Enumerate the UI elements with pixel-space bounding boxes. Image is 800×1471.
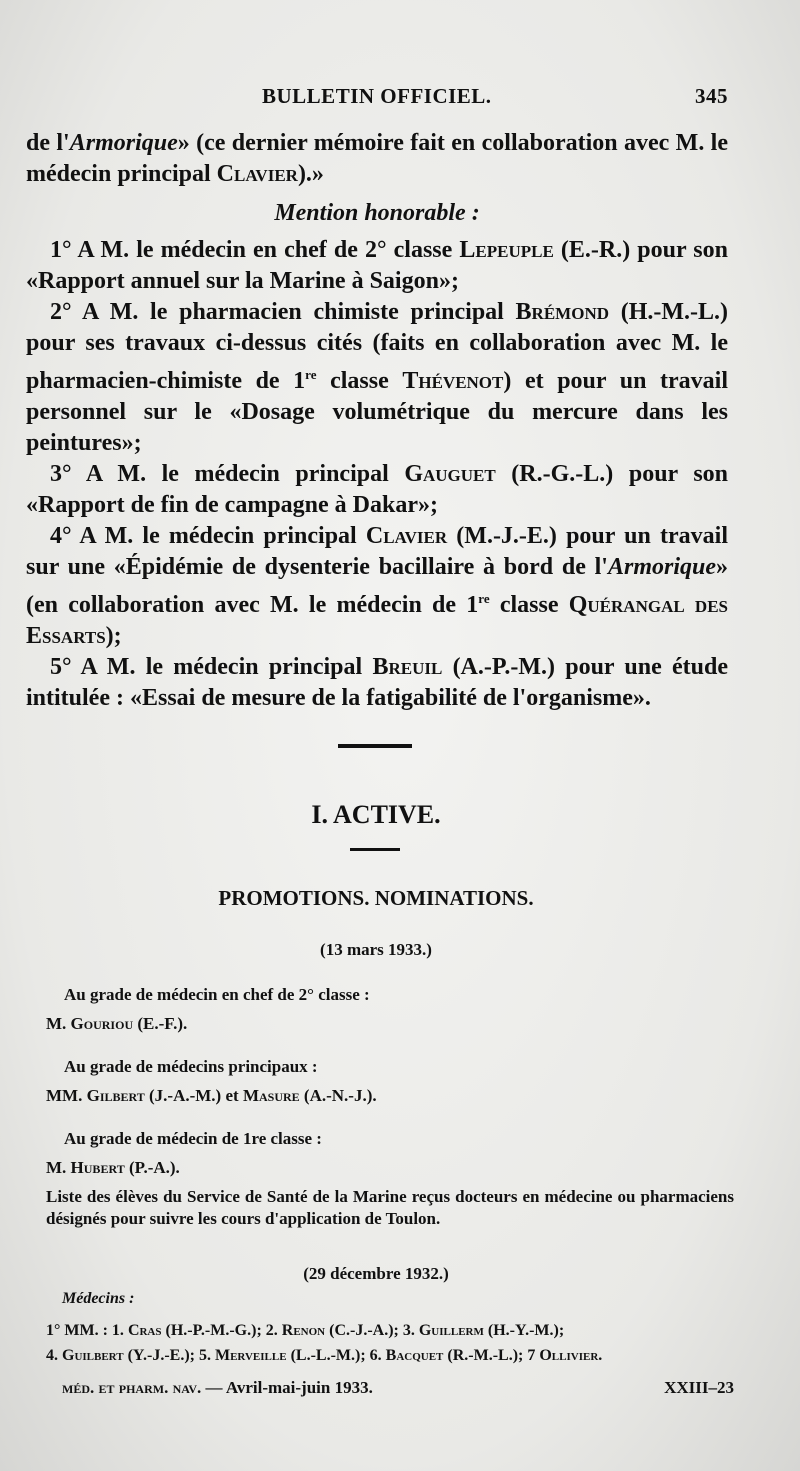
person-name: Guilbert [62,1347,124,1364]
main-text [26,128,728,714]
section-rule-top [338,744,412,748]
text-run: (E.-F.). [133,1014,188,1033]
person-name: Cras [127,1322,162,1339]
text-run: (A.-N.-J.). [299,1086,377,1105]
text-run: (E.-R.) pour son «Rapport annuel sur la Marine à Saigon»; [26,237,728,294]
item-4 [26,521,728,652]
promotion-entry [46,1009,730,1038]
ship-name: Armorique [607,554,716,580]
section-title: I. ACTIVE. [311,800,441,829]
medecins-label: Médecins : [62,1290,135,1307]
text-run: (C.-J.-A.); 3. [325,1322,419,1339]
text-run: (R.-G.-L.) pour son «Rapport de fin de campagne à Dakar»; [26,461,729,518]
person-name: Clavier [216,161,298,187]
person-name: Breuil [372,654,443,680]
text-run: 4° A M. le médecin principal [50,523,366,549]
text-run: (Y.-J.-E.); 5. [123,1347,215,1364]
text-run: 1° A M. le médecin en chef de 2° classe [50,237,460,263]
grade-heading: Au grade de médecin de 1re classe : [64,1129,322,1148]
text-run: (R.-M.-L.); 7 [443,1347,540,1364]
names-line [46,1343,736,1368]
person-name: Gauguet [404,461,496,487]
person-name: Gouriou [70,1014,134,1033]
person-name: Clavier [365,523,448,549]
person-name: Guillerm [418,1322,484,1339]
grade-heading: Au grade de médecins principaux : [64,1057,318,1076]
text-run: ).» [297,161,324,187]
person-name: Quérangal des Essarts [26,592,728,649]
text-run: classe [316,368,403,394]
signature-mark: XXIII–23 [664,1378,734,1397]
text-run: (H.-Y.-M.); [483,1322,565,1339]
ship-name: Armorique [69,130,178,156]
person-name: Brémond [515,299,609,325]
section-subtitle: PROMOTIONS. NOMINATIONS. [218,886,534,910]
promotion-entry [46,1081,730,1110]
text-run: ); [105,623,122,649]
text-run: (P.-A.). [124,1158,180,1177]
promotion-entry [46,1153,730,1182]
list-intro: Liste des élèves du Service de Santé de la Marine reçus docteurs en médecine ou pharmaciens désignés pour suivre les cours d'application de Toulon. [46,1187,734,1228]
text-run: 2° A M. le pharmacien chimiste principal [50,299,516,325]
text-run: . [598,1347,603,1364]
journal-abbrev: méd. et pharm. nav. [62,1378,202,1397]
running-title: BULLETIN OFFICIEL. [262,84,492,108]
text-run: (M.-J.-E.) pour un travail sur une «Épidémie de dysenterie bacillaire à bord de l' [26,523,728,580]
person-name: Thévenot [402,368,504,394]
grade-heading: Au grade de médecin en chef de 2° classe : [64,985,370,1004]
text-run: de l' [26,130,70,156]
text-run: » (en collaboration avec M. le médecin de 1 [26,554,728,618]
names-list [46,1318,736,1368]
person-name: Renon [281,1322,326,1339]
person-name: Hubert [70,1158,125,1177]
text-run: M. [46,1014,71,1033]
person-name: Masure [242,1086,300,1105]
footer-left [62,1378,373,1398]
promotions-list [46,980,730,1182]
text-run: (A.-P.-M.) pour une étude intitulée : «Essai de mesure de la fatigabilité de l'organisme». [26,654,728,711]
person-name: Gilbert [86,1086,145,1105]
text-run: 1° MM. : 1. [46,1322,128,1339]
person-name: Merveille [214,1347,287,1364]
item-2 [26,297,728,459]
text-run: (J.-A.-M.) et [144,1086,243,1105]
text-run: 3° A M. le médecin principal [50,461,405,487]
person-name: Lepeuple [459,237,554,263]
list-date: (29 décembre 1932.) [303,1264,449,1283]
text-run: (H.-P.-M.-G.); 2. [161,1322,282,1339]
text-run: » (ce dernier mémoire fait en collaboration avec M. le médecin principal [26,130,729,187]
mention-heading: Mention honorable : [274,200,480,226]
text-run: M. [46,1158,71,1177]
page-number: 345 [695,84,728,108]
intro-paragraph [26,128,728,190]
item-1 [26,235,728,297]
text-run: 5° A M. le médecin principal [50,654,373,680]
section-rule-bottom [350,848,400,851]
person-name: Ollivier [539,1347,599,1364]
superscript: re [478,591,490,606]
text-run: ) et pour un travail personnel sur le «Dosage volumétrique du mercure dans les peintures»; [26,368,728,456]
text-run: classe [489,592,569,618]
names-line [46,1318,736,1343]
promotion-date: (13 mars 1933.) [320,940,432,959]
issue-date: — Avril-mai-juin 1933. [201,1378,373,1397]
text-run: MM. [46,1086,87,1105]
text-run: (L.-L.-M.); 6. [286,1347,386,1364]
text-run: 4. [46,1347,62,1364]
item-5 [26,652,728,714]
item-3 [26,459,728,521]
superscript: re [305,367,317,382]
text-run: (H.-M.-L.) pour ses travaux ci-dessus cités (faits en collaboration avec M. le pharmacien-chimiste de 1 [26,299,729,394]
person-name: Bacquet [385,1347,444,1364]
